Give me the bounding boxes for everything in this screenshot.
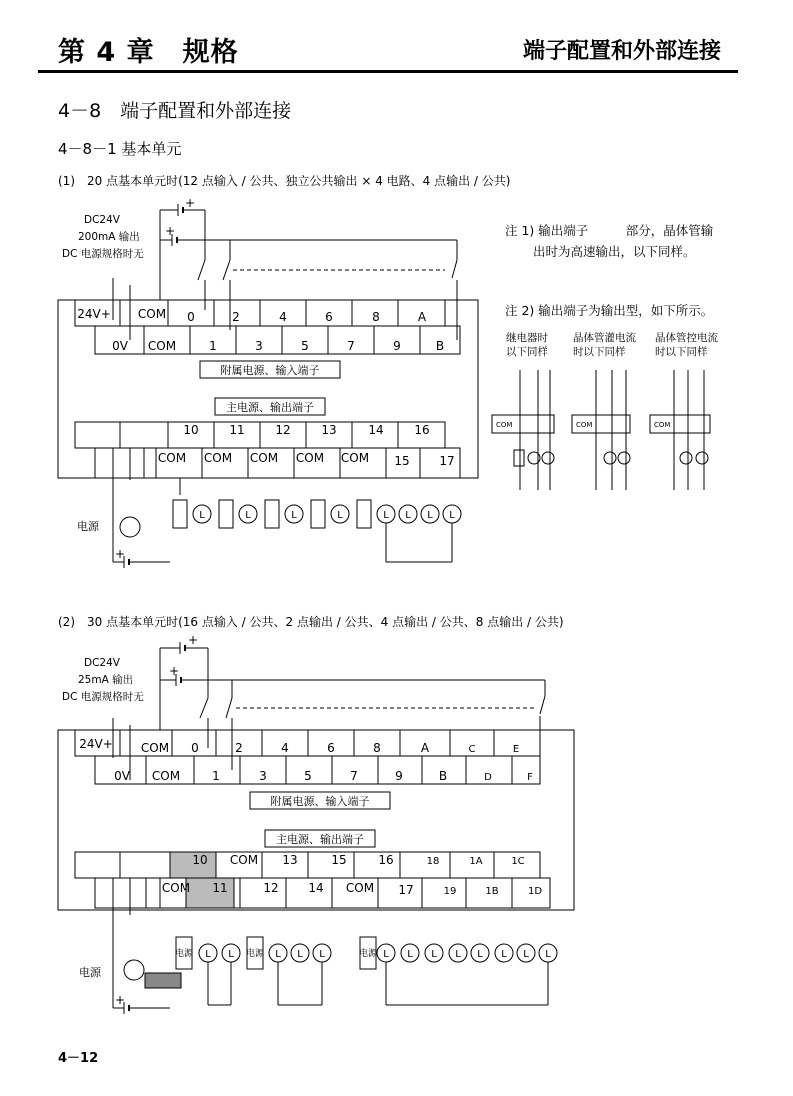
- d2-in-top-1: COM: [140, 741, 170, 755]
- d1-load-4: L: [337, 510, 343, 521]
- d1-plus-1: +: [184, 196, 196, 210]
- d1-in-top-0: 24V+: [77, 307, 111, 321]
- d2-in-bot-3: 3: [259, 769, 267, 783]
- d2-out-bot-2: 11: [212, 881, 228, 895]
- note2: 注 2) 输出端子为输出型，如下所示。: [505, 303, 714, 318]
- d2-in-bot-2: 1: [212, 769, 220, 783]
- d1-out-bot-7: 17: [439, 454, 455, 468]
- type-relay-line2: 以下同样: [506, 346, 548, 358]
- d2-out-bot-8: 1B: [485, 886, 499, 897]
- diagram1-dc-note-1: DC24V: [84, 214, 120, 226]
- d2-load-5: L: [319, 949, 325, 960]
- diagram2-wiring: [0, 630, 793, 1030]
- subsection-title: 4－8－1 基本单元: [58, 140, 182, 158]
- header-section: 端子配置和外部连接: [522, 39, 721, 64]
- type-sink-line1: 晶体管灌电流: [573, 332, 636, 344]
- header-rule: [38, 70, 738, 73]
- d2-out-top-6: 16: [378, 853, 394, 867]
- d2-in-bot-6: 9: [395, 769, 403, 783]
- d2-out-top-5: 15: [331, 853, 347, 867]
- diagram2-caption: (2) 30 点基本单元时(16 点输入 / 公共、2 点输出 / 公共、4 点输出 / 公共、8 点输出 / 公共): [58, 615, 564, 629]
- d1-out-top-6: 14: [368, 423, 384, 437]
- d1-in-bot-1: COM: [147, 339, 177, 353]
- d1-in-bot-2: 1: [209, 339, 217, 353]
- d2-out-top-3: COM: [229, 853, 259, 867]
- d2-in-top-0: 24V+: [79, 737, 113, 751]
- d2-load-12: L: [523, 949, 529, 960]
- d2-load-2: L: [228, 949, 234, 960]
- d2-in-top-5: 6: [327, 741, 335, 755]
- d1-out-bot-1: COM: [157, 451, 187, 465]
- d1-in-top-1: COM: [137, 307, 167, 321]
- d1-out-bot-5: COM: [340, 451, 370, 465]
- d2-out-top-2: 10: [192, 853, 208, 867]
- d2-power-label: 电源: [79, 966, 101, 979]
- page-number: 4－12: [58, 1051, 99, 1066]
- section-title: 4－8 端子配置和外部连接: [58, 100, 292, 122]
- type-source-line2: 时以下同样: [655, 346, 708, 358]
- d2-in-top-6: 8: [373, 741, 381, 755]
- d2-source-label-2: 电源: [245, 949, 265, 959]
- d1-in-top-7: A: [417, 310, 427, 324]
- d2-out-bot-6: 17: [398, 883, 414, 897]
- d1-input-label: 附属电源、输入端子: [220, 364, 320, 377]
- d1-in-top-2: 0: [187, 310, 195, 324]
- d1-out-bot-3: COM: [249, 451, 279, 465]
- diagram1-caption: (1) 20 点基本单元时(12 点输入 / 公共、独立公共输出 × 4 电路、4 点输出 / 公共): [58, 174, 511, 188]
- type-relay-com: COM: [496, 421, 513, 429]
- type-source-com: COM: [654, 421, 671, 429]
- d1-output-label: 主电源、输出端子: [226, 401, 314, 414]
- chapter-title: 第 4 章 规格: [58, 37, 239, 68]
- d1-in-top-6: 8: [372, 310, 380, 324]
- d2-out-top-4: 13: [282, 853, 298, 867]
- d1-out-top-4: 12: [275, 423, 291, 437]
- d2-load-1: L: [205, 949, 211, 960]
- d2-plus-3: +: [114, 993, 126, 1007]
- d2-in-bot-0: 0V: [114, 769, 130, 783]
- d2-plus-1: +: [187, 633, 199, 647]
- d1-plus-2: +: [164, 224, 176, 238]
- d1-out-top-2: 10: [183, 423, 199, 437]
- type-relay-line1: 继电器时: [506, 332, 548, 344]
- d1-load-2: L: [245, 510, 251, 521]
- d2-input-label: 附属电源、输入端子: [270, 795, 370, 808]
- d1-load-8: L: [449, 510, 455, 521]
- d2-in-top-2: 0: [191, 741, 199, 755]
- d1-in-top-3: 2: [232, 310, 240, 324]
- d1-load-3: L: [291, 510, 297, 521]
- d2-source-label-1: 电源: [174, 949, 194, 959]
- d2-load-3: L: [275, 949, 281, 960]
- d1-load-6: L: [405, 510, 411, 521]
- diagram1-dc-note-2: 200mA 输出: [78, 231, 140, 243]
- d1-load-1: L: [199, 510, 205, 521]
- d2-in-bot-7: B: [438, 769, 448, 783]
- note1-line1: 注 1) 输出端子 部分，晶体管输: [505, 223, 714, 238]
- d2-in-bot-5: 7: [350, 769, 358, 783]
- d2-in-bot-4: 5: [304, 769, 312, 783]
- d2-load-9: L: [455, 949, 461, 960]
- d2-out-bot-9: 1D: [527, 886, 543, 897]
- d1-in-bot-7: B: [435, 339, 445, 353]
- d2-out-top-8: 1A: [469, 856, 483, 867]
- d1-out-bot-2: COM: [203, 451, 233, 465]
- diagram1-dc-note-3: DC 电源规格时无: [62, 248, 144, 260]
- type-sink-line2: 时以下同样: [573, 346, 626, 358]
- d1-in-bot-3: 3: [255, 339, 263, 353]
- d1-out-bot-4: COM: [295, 451, 325, 465]
- diagram2-dc-note-3: DC 电源规格时无: [62, 691, 144, 703]
- d2-in-top-8: C: [468, 744, 476, 755]
- d2-out-top-7: 18: [426, 856, 440, 867]
- d2-plus-2: +: [168, 664, 180, 678]
- d2-out-bot-5: COM: [345, 881, 375, 895]
- d2-in-bot-8: D: [484, 772, 492, 783]
- d1-load-5: L: [383, 510, 389, 521]
- d2-in-bot-9: F: [527, 772, 533, 783]
- d2-out-bot-7: 19: [443, 886, 457, 897]
- d2-output-label: 主电源、输出端子: [276, 833, 364, 846]
- d1-in-bot-5: 7: [347, 339, 355, 353]
- d2-in-bot-1: COM: [151, 769, 181, 783]
- d1-plus-3: +: [114, 547, 126, 561]
- d1-in-top-4: 4: [279, 310, 287, 324]
- d2-load-4: L: [297, 949, 303, 960]
- diagram2-dc-note-2: 25mA 输出: [78, 674, 134, 686]
- d2-source-label-3: 电源: [358, 949, 378, 959]
- d1-out-top-5: 13: [321, 423, 337, 437]
- d1-in-bot-0: 0V: [112, 339, 128, 353]
- output-type-diagrams: [490, 360, 730, 495]
- d2-load-13: L: [545, 949, 551, 960]
- d2-load-6: L: [383, 949, 389, 960]
- d2-load-7: L: [407, 949, 413, 960]
- d2-in-top-3: 2: [235, 741, 243, 755]
- d2-out-bot-4: 14: [308, 881, 324, 895]
- d2-load-8: L: [431, 949, 437, 960]
- d2-load-10: L: [477, 949, 483, 960]
- d2-in-top-7: A: [420, 741, 430, 755]
- d1-out-top-3: 11: [229, 423, 245, 437]
- d2-load-11: L: [501, 949, 507, 960]
- type-source-line1: 晶体管控电流: [655, 332, 718, 344]
- d2-out-bot-3: 12: [263, 881, 279, 895]
- d1-load-7: L: [427, 510, 433, 521]
- note1-line2: 出时为高速输出，以下同样。: [533, 244, 696, 259]
- d2-out-bot-1: COM: [161, 881, 191, 895]
- d2-out-top-9: 1C: [511, 856, 525, 867]
- d1-in-top-5: 6: [325, 310, 333, 324]
- d2-in-top-4: 4: [281, 741, 289, 755]
- diagram2-dc-note-1: DC24V: [84, 657, 120, 669]
- d2-in-top-9: E: [512, 744, 520, 755]
- d1-out-bot-6: 15: [394, 454, 410, 468]
- d1-out-top-7: 16: [414, 423, 430, 437]
- d1-in-bot-4: 5: [301, 339, 309, 353]
- type-sink-com: COM: [576, 421, 593, 429]
- d1-power-label: 电源: [77, 520, 99, 533]
- d1-in-bot-6: 9: [393, 339, 401, 353]
